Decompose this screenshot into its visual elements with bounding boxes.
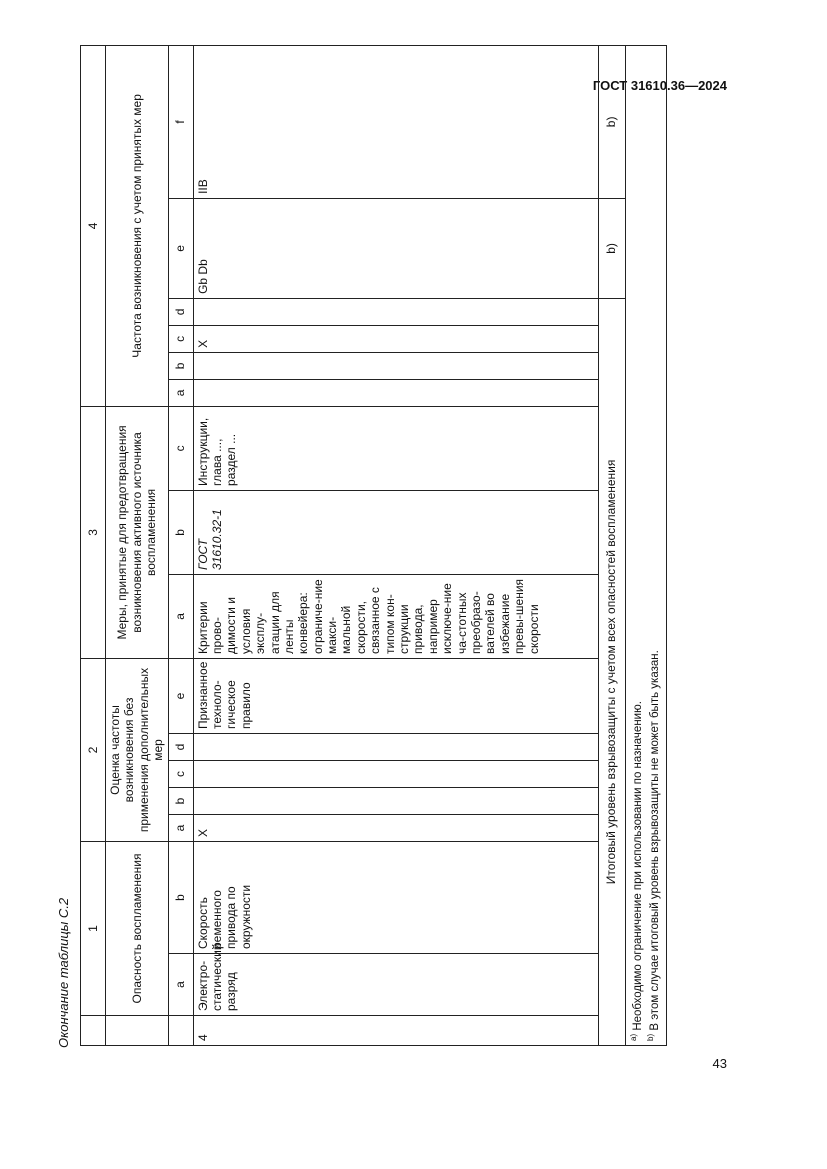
footnote: $^{b)}$ В этом случае итоговый уровень взрывозащиты не может быть указан. [646,650,662,1041]
cell-hazard-type: Электро-статический разряд [193,954,598,1016]
document-code: ГОСТ 31610.36—2024 [592,78,727,93]
subcol-label: a [168,815,193,842]
row-number-header [106,1016,169,1046]
group-number: 2 [81,658,106,841]
cell-freq-c [193,761,598,788]
header-frequency-with-measures: Частота возникновения с учетом принятых мер [106,45,169,406]
total-f-mark: b) [598,45,625,198]
cell-freq2-d [193,298,598,325]
subcol-label: d [168,298,193,325]
cell-measure-reference: Инструкции, глава ..., раздел ... [193,406,598,490]
subcol-label: e [168,198,193,298]
footnotes [625,45,666,1045]
footnote: $^{a)}$ Необходимо ограничение при использовании по назначению. [628,701,644,1041]
cell-epl: Gb Db [193,198,598,298]
table-caption: Окончание таблицы С.2 [56,897,71,1048]
group-number: 4 [81,45,106,406]
cell-freq-d [193,734,598,761]
subcol-label: f [168,45,193,198]
cell-measure-description: Критерии прово-димости и условия эксплу-атации для ленты конвейера: ограниче-ние макси-мальной скорости, связанное с типом кон-струкции привода, например исключе-ние ча-стотных преобразо-вателей во избежание превы-шения скорости [193,574,598,658]
subcol-label: b [168,788,193,815]
cell-freq-basis: Признанное техноло-гическое правило [193,658,598,733]
rotated-table-container [80,94,662,1046]
row-number: 4 [193,1016,598,1046]
subcol-label: b [168,490,193,574]
cell-freq-a: X [193,815,598,842]
subcolumn-row [168,45,193,1045]
header-frequency-without-measures: Оценка частоты возникновения без применения дополнительных мер [106,658,169,841]
total-e-mark: b) [598,198,625,298]
subcol-label: e [168,658,193,733]
subcol-label: b [168,842,193,954]
cell-equipment-group: IIB [193,45,598,198]
subcol-label: c [168,325,193,352]
page-number: 43 [712,1056,727,1071]
total-row [598,45,625,1045]
cell-measure-standard: ГОСТ 31610.32-1 [193,490,598,574]
cell-freq2-a [193,379,598,406]
cell-hazard-cause: Скорость ременного привода по окружности [193,842,598,954]
hazard-table [80,45,667,1046]
subcol-label: b [168,352,193,379]
group-number-row [81,45,106,1045]
cell-freq2-c: X [193,325,598,352]
group-number: 1 [81,842,106,1016]
table-row [193,45,598,1045]
subcol-label: a [168,379,193,406]
group-number: 3 [81,406,106,658]
subcol-label: c [168,761,193,788]
cell-freq-b [193,788,598,815]
footnote-row [625,45,666,1045]
subcol-label: a [168,574,193,658]
total-label: Итоговый уровень взрывозащиты с учетом всех опасностей воспламенения [598,298,625,1045]
header-ignition-hazard: Опасность воспламенения [106,842,169,1016]
subcol-label: c [168,406,193,490]
subcol-label: d [168,734,193,761]
row-number-header [81,1016,106,1046]
subcol-label: a [168,954,193,1016]
row-number-header [168,1016,193,1046]
cell-freq2-b [193,352,598,379]
header-measures: Меры, принятые для предотвращения возникновения активного источника воспламенения [106,406,169,658]
group-header-row [106,45,169,1045]
